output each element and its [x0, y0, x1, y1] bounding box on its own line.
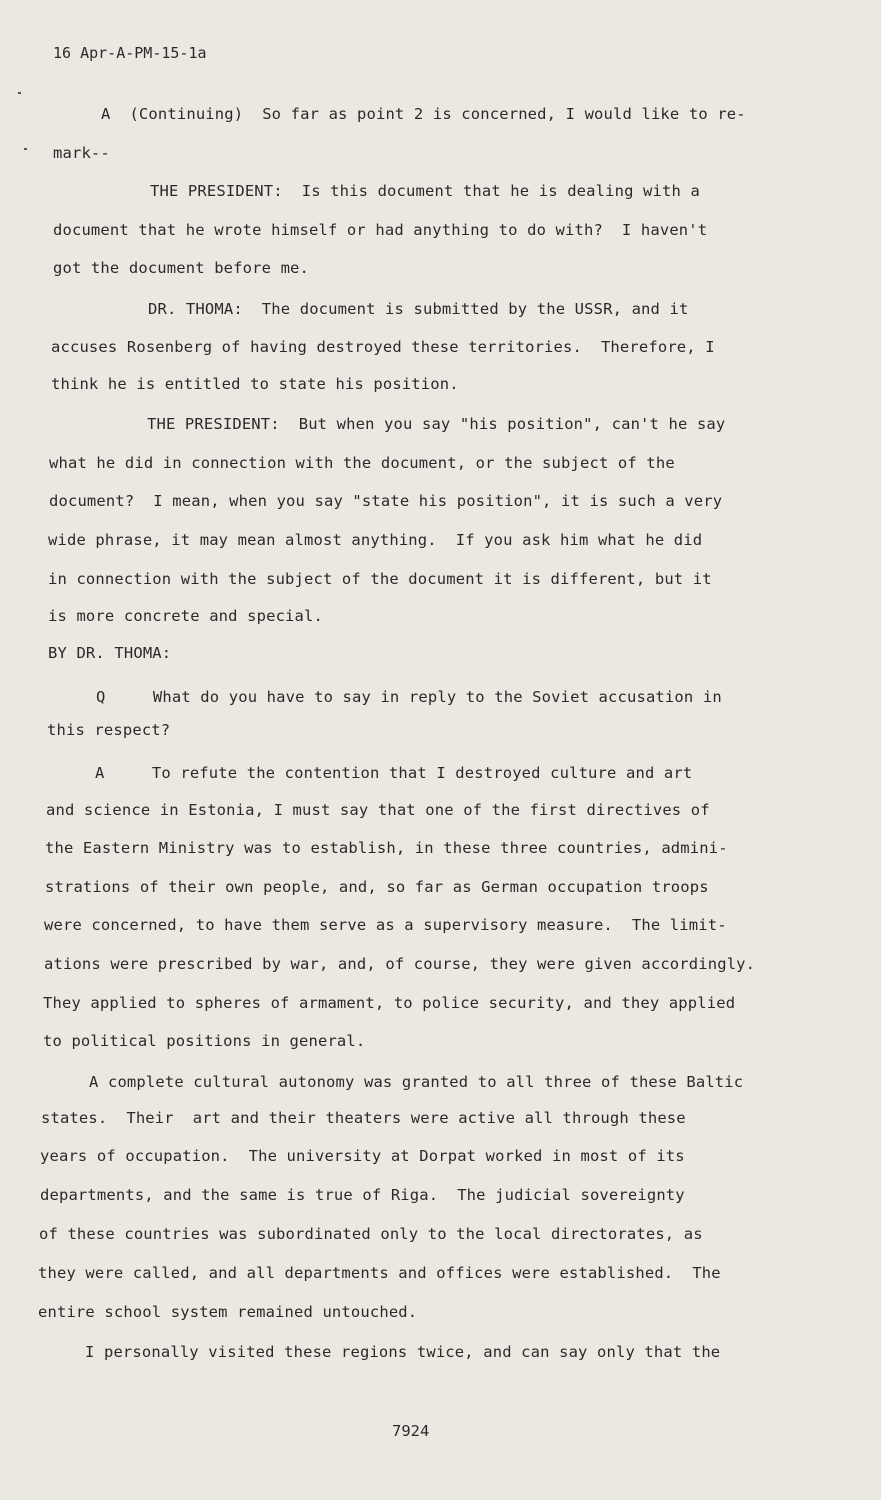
text-line: A (Continuing) So far as point 2 is concerned, I would like to re-	[101, 105, 746, 123]
text-line: departments, and the same is true of Riga. The judicial sovereignty	[40, 1186, 685, 1204]
text-line: BY DR. THOMA:	[48, 644, 172, 662]
text-line: what he did in connection with the document, or the subject of the	[49, 454, 675, 472]
text-line: They applied to spheres of armament, to police security, and they applied	[43, 994, 736, 1012]
text-line: A complete cultural autonomy was granted to all three of these Baltic	[89, 1073, 744, 1091]
text-line: mark--	[53, 144, 110, 162]
text-line: ations were prescribed by war, and, of course, they were given accordingly.	[44, 955, 756, 973]
text-line: in connection with the subject of the document it is different, but it	[48, 570, 712, 588]
text-line: accuses Rosenberg of having destroyed these territories. Therefore, I	[51, 338, 715, 356]
text-line: were concerned, to have them serve as a supervisory measure. The limit-	[44, 916, 727, 934]
margin-mark	[24, 148, 27, 150]
text-line: THE PRESIDENT: But when you say "his position", can't he say	[147, 415, 726, 433]
text-line: strations of their own people, and, so far as German occupation troops	[45, 878, 709, 896]
text-line: got the document before me.	[53, 259, 310, 277]
page-header: 16 Apr-A-PM-15-1a	[53, 44, 207, 62]
text-line: I personally visited these regions twice, and can say only that the	[85, 1343, 721, 1361]
page-number: 7924	[392, 1422, 430, 1440]
text-line: and science in Estonia, I must say that one of the first directives of	[46, 801, 710, 819]
text-line: Q What do you have to say in reply to the Soviet accusation in	[96, 688, 722, 706]
text-line: wide phrase, it may mean almost anything. If you ask him what he did	[48, 531, 703, 549]
text-line: A To refute the contention that I destroyed culture and art	[95, 764, 693, 782]
text-line: entire school system remained untouched.	[38, 1303, 418, 1321]
text-line: states. Their art and their theaters were active all through these	[41, 1109, 686, 1127]
margin-mark	[18, 92, 21, 94]
text-line: the Eastern Ministry was to establish, in these three countries, admini-	[45, 839, 728, 857]
text-line: this respect?	[47, 721, 171, 739]
text-line: years of occupation. The university at Dorpat worked in most of its	[40, 1147, 685, 1165]
text-line: to political positions in general.	[43, 1032, 366, 1050]
text-line: DR. THOMA: The document is submitted by the USSR, and it	[148, 300, 689, 318]
text-line: they were called, and all departments and offices were established. The	[38, 1264, 721, 1282]
text-line: document that he wrote himself or had anything to do with? I haven't	[53, 221, 708, 239]
text-line: think he is entitled to state his position.	[51, 375, 459, 393]
text-line: is more concrete and special.	[48, 607, 323, 625]
text-line: document? I mean, when you say "state his position", it is such a very	[49, 492, 723, 510]
text-line: THE PRESIDENT: Is this document that he is dealing with a	[150, 182, 700, 200]
text-line: of these countries was subordinated only to the local directorates, as	[39, 1225, 703, 1243]
